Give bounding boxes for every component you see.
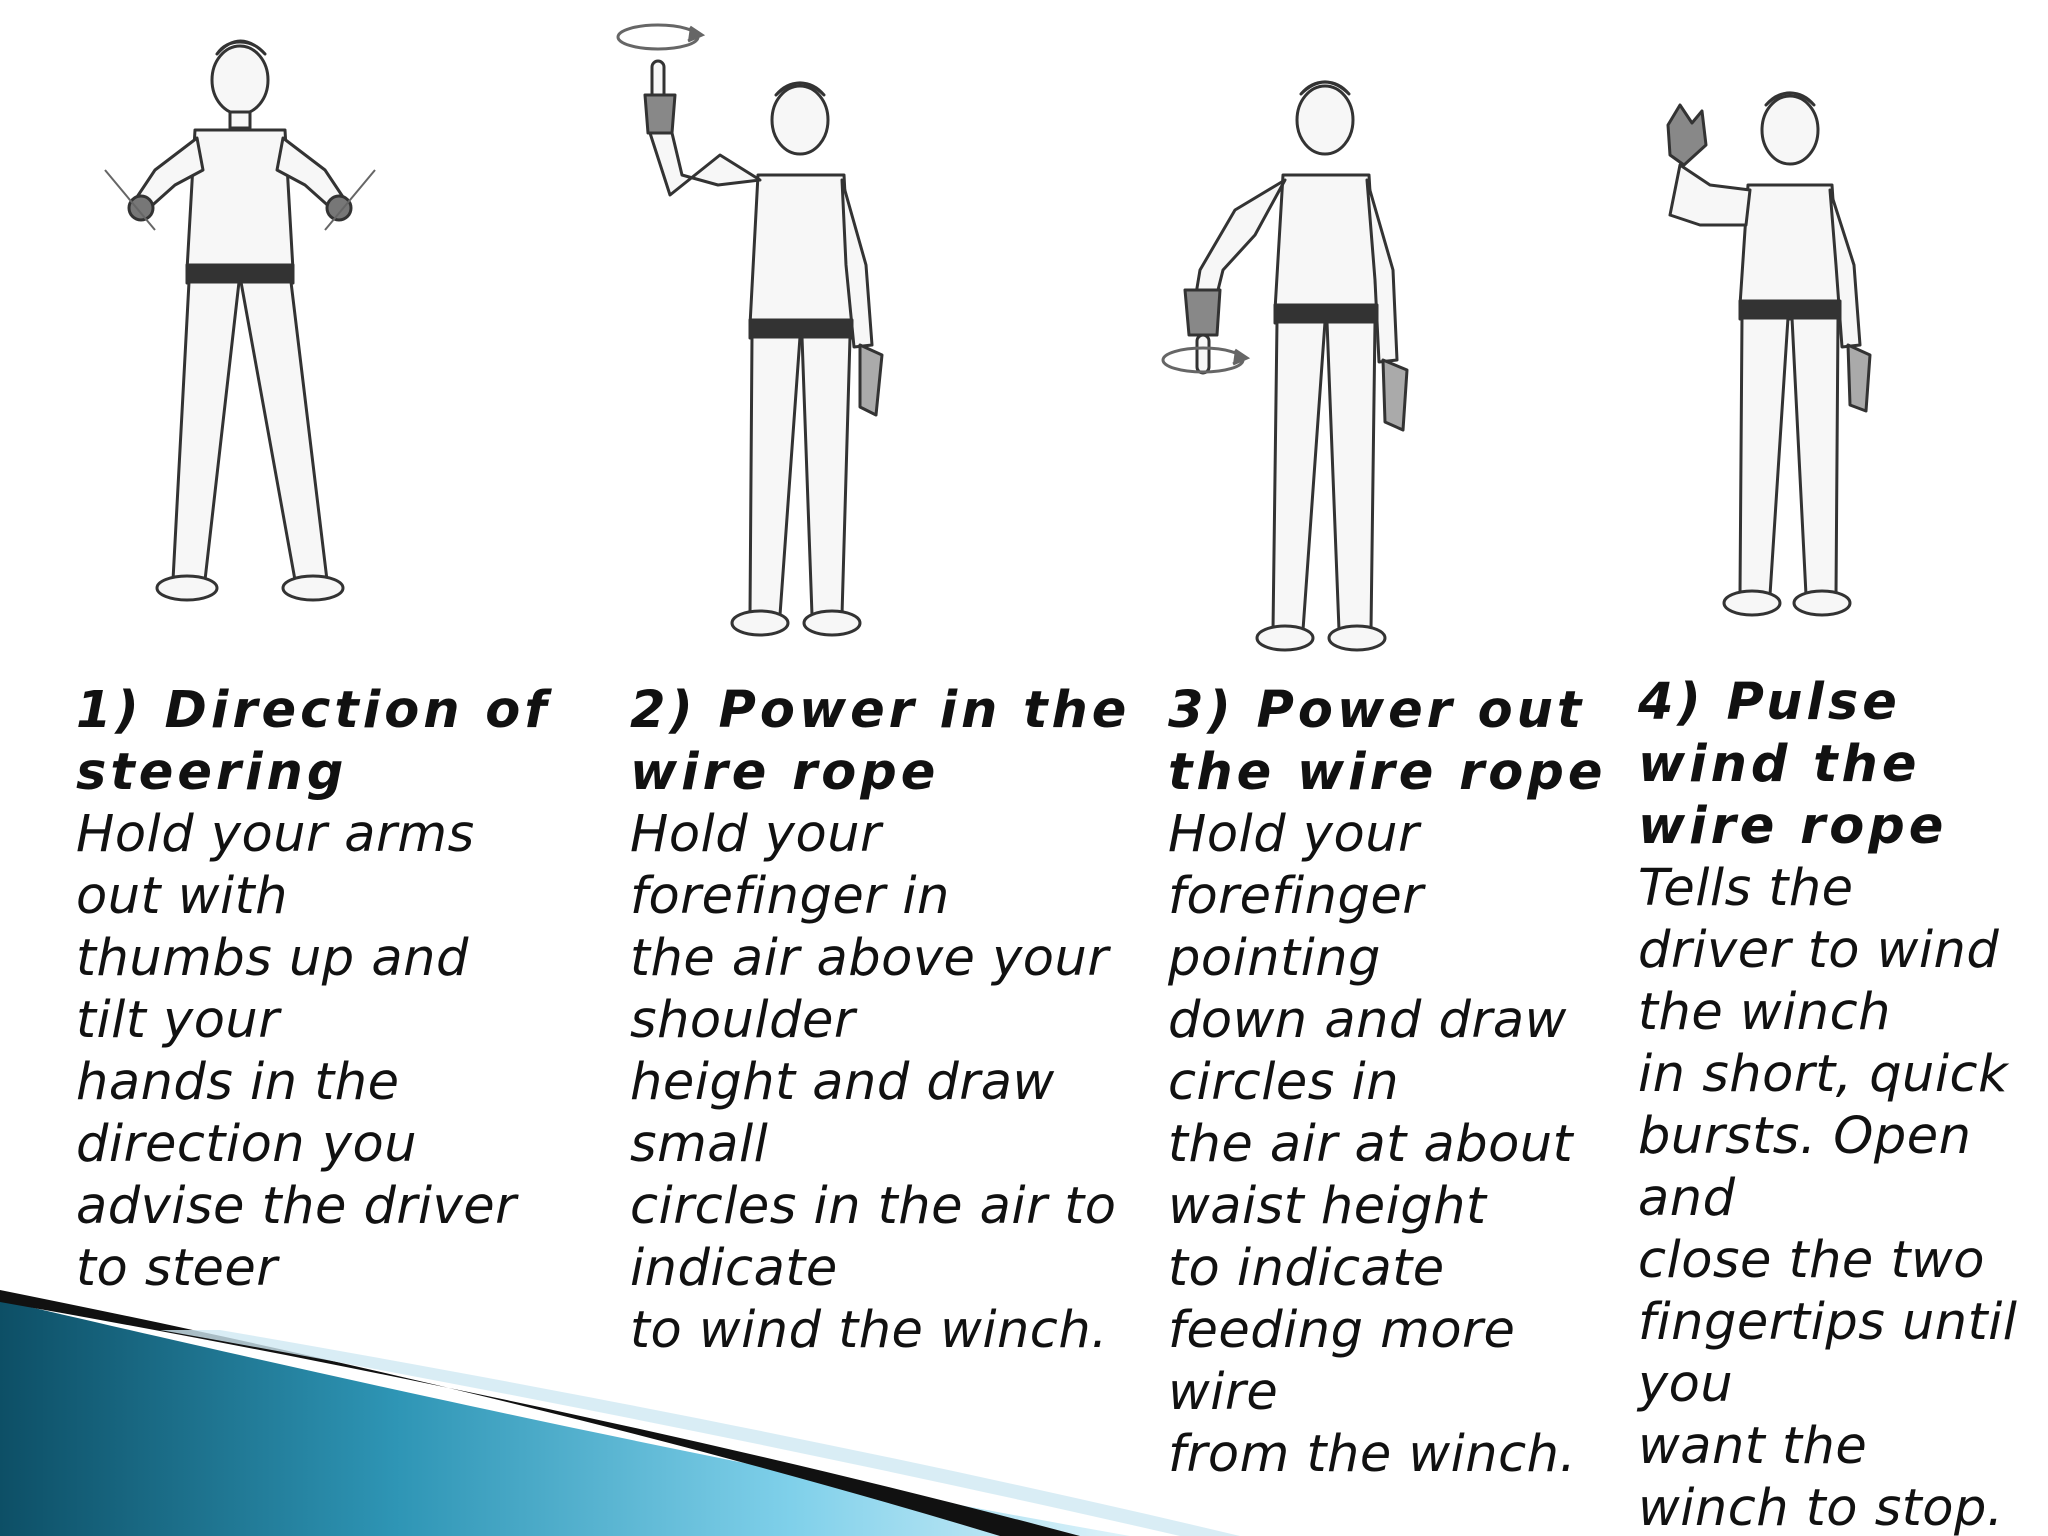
signal-2-caption <box>630 680 1130 1362</box>
signal-4-body-line: in short, quick <box>1638 1045 2009 1104</box>
signal-3-title-line: 3) Power out <box>1168 681 1586 740</box>
signal-2-title-line: 2) Power in the <box>630 681 1131 740</box>
signal-3-body-line: wire <box>1168 1363 1279 1422</box>
signal-3-body-line: feeding more <box>1168 1301 1516 1360</box>
signal-3-body-line: to indicate <box>1168 1239 1445 1298</box>
signal-3-caption <box>1168 680 1606 1486</box>
signal-4-body-line: driver to wind <box>1638 921 2000 980</box>
signal-1-body-line: out with <box>76 867 288 926</box>
signal-2-title <box>630 680 1130 804</box>
signal-2-body-line: Hold your <box>630 805 882 864</box>
signal-4-body-line: close the two <box>1638 1231 1985 1290</box>
signal-4-title-line: wire rope <box>1638 797 1948 856</box>
signal-3-body-line: circles in <box>1168 1053 1400 1112</box>
signal-3-body-line: from the winch. <box>1168 1425 1577 1484</box>
signal-4-caption <box>1638 672 2017 1536</box>
signal-3-title <box>1168 680 1606 804</box>
signal-4-body-line: you <box>1638 1355 1734 1414</box>
signal-4-body-line: want the <box>1638 1417 1868 1476</box>
rotation-arrow-icon <box>618 25 698 49</box>
worker-power-out-figure <box>1125 60 1445 670</box>
signal-4-body-line: fingertips until <box>1638 1293 2018 1352</box>
signal-4-title-line: 4) Pulse <box>1638 673 1901 732</box>
signal-3-body-line: Hold your <box>1168 805 1420 864</box>
signal-1-body-line: to steer <box>76 1239 278 1298</box>
signal-1-title-line: 1) Direction of <box>76 681 551 740</box>
signal-3-body-line: forefinger <box>1168 867 1424 926</box>
signal-2-body-line: small <box>630 1115 769 1174</box>
worker-steering-figure <box>95 20 395 620</box>
signal-2-body-line: height and draw <box>630 1053 1055 1112</box>
signal-4-body-line: Tells the <box>1638 859 1854 918</box>
signal-1-body-line: Hold your arms <box>76 805 475 864</box>
signal-2-body-line: circles in the air to <box>630 1177 1117 1236</box>
signal-1-title-line: steering <box>76 743 348 802</box>
signal-1-body-line: tilt your <box>76 991 280 1050</box>
signal-1-caption <box>76 680 551 1300</box>
signal-2-body-line: to wind the winch. <box>630 1301 1108 1360</box>
signal-3-body-line: pointing <box>1168 929 1381 988</box>
worker-pulse-figure <box>1640 75 1940 635</box>
signal-2-title-line: wire rope <box>630 743 940 802</box>
signal-1-body-line: advise the driver <box>76 1177 517 1236</box>
signal-1-title <box>76 680 551 804</box>
signal-2-body-line: indicate <box>630 1239 838 1298</box>
signal-4-body-line: the winch <box>1638 983 1891 1042</box>
signal-1-body-line: thumbs up and <box>76 929 469 988</box>
signal-2-body-line: shoulder <box>630 991 856 1050</box>
signal-3-body-line: the air at about <box>1168 1115 1574 1174</box>
signal-3-title-line: the wire rope <box>1168 743 1607 802</box>
signal-3-body-line: down and draw <box>1168 991 1567 1050</box>
signal-3-body-line: waist height <box>1168 1177 1487 1236</box>
worker-power-in-figure <box>610 15 910 655</box>
signal-4-title-line: wind the <box>1638 735 1921 794</box>
signal-4-body-line: bursts. Open <box>1638 1107 1972 1166</box>
signal-2-body-line: forefinger in <box>630 867 950 926</box>
signal-4-body-line: and <box>1638 1169 1736 1228</box>
signal-2-body-line: the air above your <box>630 929 1109 988</box>
signal-4-title <box>1638 672 2017 858</box>
signal-4-body-line: winch to stop. <box>1638 1479 2004 1536</box>
signal-1-body-line: hands in the <box>76 1053 400 1112</box>
signal-1-body-line: direction you <box>76 1115 418 1174</box>
